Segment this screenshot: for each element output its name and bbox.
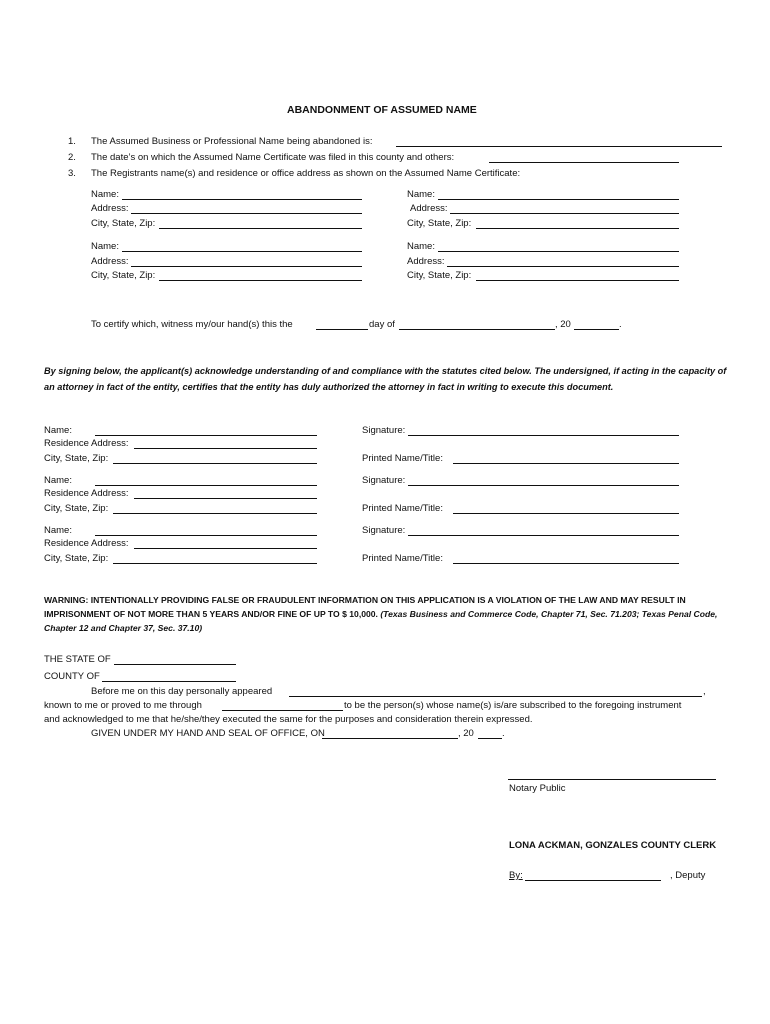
document-title: ABANDONMENT OF ASSUMED NAME [287, 104, 477, 116]
certify-year-field[interactable] [574, 329, 619, 330]
given-label: GIVEN UNDER MY HAND AND SEAL OF OFFICE, ON [91, 728, 325, 739]
item-1-number: 1. [68, 136, 76, 147]
appeared-label: Before me on this day personally appeared [91, 686, 273, 697]
registrant-2-city-field[interactable] [476, 228, 679, 229]
clerk-name: LONA ACKMAN, GONZALES COUNTY CLERK [509, 840, 717, 851]
signer-3-residence-label: Residence Address: [44, 538, 129, 549]
warning-text: WARNING: INTENTIONALLY PROVIDING FALSE OR FRAUDULENT INFORMATION ON THIS APPLICATION IS A VIOLATION OF THE LAW AND MAY RESULT IN IMPRISONMENT OF NOT MORE THAN 5 YEARS AND/OR FINE OF UP TO $ 10,000. [44, 595, 686, 619]
given-year-field[interactable] [478, 738, 502, 739]
signer-1-name-field[interactable] [95, 435, 317, 436]
appeared-comma: , [703, 686, 706, 697]
certify-end: . [619, 319, 622, 330]
signer-3-city-label: City, State, Zip: [44, 553, 109, 564]
item-3-number: 3. [68, 168, 76, 179]
signer-3-printed-label: Printed Name/Title: [362, 553, 443, 564]
signer-1-residence-field[interactable] [134, 448, 317, 449]
known-prefix: known to me or proved to me through [44, 700, 202, 711]
warning-paragraph [44, 593, 724, 635]
signer-2-signature-field[interactable] [408, 485, 679, 486]
registrant-2-name-field[interactable] [438, 199, 679, 200]
abandoned-name-field[interactable] [396, 146, 722, 147]
registrant-4-address-label: Address: [407, 256, 445, 267]
signer-2-name-label: Name: [44, 475, 72, 486]
clerk-deputy-field[interactable] [525, 880, 661, 881]
acknowledged-text: and acknowledged to me that he/she/they executed the same for the purposes and consideration therein expressed. [44, 714, 533, 725]
signer-2-residence-field[interactable] [134, 498, 317, 499]
signer-2-signature-label: Signature: [362, 475, 406, 486]
signer-1-signature-label: Signature: [362, 425, 406, 436]
signer-2-city-label: City, State, Zip: [44, 503, 109, 514]
signer-2-city-field[interactable] [113, 513, 317, 514]
signer-2-printed-field[interactable] [453, 513, 679, 514]
signer-1-printed-label: Printed Name/Title: [362, 453, 443, 464]
registrant-2-address-field[interactable] [450, 213, 679, 214]
registrant-2-name-label: Name: [407, 189, 435, 200]
state-field[interactable] [114, 664, 236, 665]
certify-year-label: , 20 [555, 319, 571, 330]
item-2-number: 2. [68, 152, 76, 163]
registrant-1-city-field[interactable] [159, 228, 362, 229]
signer-1-signature-field[interactable] [408, 435, 679, 436]
registrant-1-name-field[interactable] [122, 199, 362, 200]
registrant-4-name-field[interactable] [438, 251, 679, 252]
registrant-2-city-label: City, State, Zip: [407, 218, 472, 229]
registrant-1-address-label: Address: [91, 203, 129, 214]
registrant-4-city-field[interactable] [476, 280, 679, 281]
registrant-3-name-field[interactable] [122, 251, 362, 252]
item-1-text: The Assumed Business or Professional Name being abandoned is: [91, 136, 373, 147]
clerk-by-label: By: [509, 870, 523, 881]
signer-3-city-field[interactable] [113, 563, 317, 564]
registrant-4-name-label: Name: [407, 241, 435, 252]
proof-field[interactable] [222, 710, 343, 711]
state-label: THE STATE OF [44, 654, 111, 665]
certify-prefix: To certify which, witness my/our hand(s) this the [91, 319, 293, 330]
signer-3-name-field[interactable] [95, 535, 317, 536]
registrant-3-address-field[interactable] [131, 266, 362, 267]
registrant-1-name-label: Name: [91, 189, 119, 200]
signer-1-name-label: Name: [44, 425, 72, 436]
given-date-field[interactable] [322, 738, 458, 739]
registrant-1-address-field[interactable] [131, 213, 362, 214]
registrant-4-city-label: City, State, Zip: [407, 270, 472, 281]
warning-citation: (Texas Business and Commerce Code, Chapter 71, Sec. 71.203; Texas Penal Code, Chapter 12 and Chapter 37, Sec. 37.10) [44, 609, 718, 633]
certify-day-label: day of [369, 319, 395, 330]
signer-3-name-label: Name: [44, 525, 72, 536]
given-end: . [502, 728, 505, 739]
signer-3-printed-field[interactable] [453, 563, 679, 564]
signer-1-city-field[interactable] [113, 463, 317, 464]
given-year-label: , 20 [458, 728, 474, 739]
registrant-3-name-label: Name: [91, 241, 119, 252]
county-label: COUNTY OF [44, 671, 100, 682]
signer-2-printed-label: Printed Name/Title: [362, 503, 443, 514]
signer-3-signature-field[interactable] [408, 535, 679, 536]
signer-2-residence-label: Residence Address: [44, 488, 129, 499]
known-suffix: to be the person(s) whose name(s) is/are subscribed to the foregoing instrument [344, 700, 682, 711]
county-field[interactable] [102, 681, 236, 682]
registrant-3-address-label: Address: [91, 256, 129, 267]
certify-day-field[interactable] [316, 329, 368, 330]
signer-2-name-field[interactable] [95, 485, 317, 486]
item-2-text: The date’s on which the Assumed Name Certificate was filed in this county and others: [91, 152, 455, 163]
item-3-text: The Registrants name(s) and residence or office address as shown on the Assumed Name Certificate: [91, 168, 521, 179]
acknowledgement-paragraph: By signing below, the applicant(s) acknowledge understanding of and compliance with the statutes cited below. The undersigned, if acting in the capacity of an attorney in fact of the entity, certifies that the entity has duly authorized the attorney in fact in writing to execute this document. [44, 366, 727, 392]
signer-3-residence-field[interactable] [134, 548, 317, 549]
signer-1-city-label: City, State, Zip: [44, 453, 109, 464]
signer-3-signature-label: Signature: [362, 525, 406, 536]
registrant-2-address-label: Address: [410, 203, 448, 214]
registrant-3-city-field[interactable] [159, 280, 362, 281]
appeared-field[interactable] [289, 696, 702, 697]
registrant-4-address-field[interactable] [447, 266, 679, 267]
notary-public-label: Notary Public [509, 783, 566, 794]
clerk-deputy-label: , Deputy [670, 870, 706, 881]
signer-1-printed-field[interactable] [453, 463, 679, 464]
certify-month-field[interactable] [399, 329, 555, 330]
registrant-1-city-label: City, State, Zip: [91, 218, 156, 229]
notary-signature-field[interactable] [508, 779, 716, 780]
filing-dates-field[interactable] [489, 162, 679, 163]
registrant-3-city-label: City, State, Zip: [91, 270, 156, 281]
signer-1-residence-label: Residence Address: [44, 438, 129, 449]
